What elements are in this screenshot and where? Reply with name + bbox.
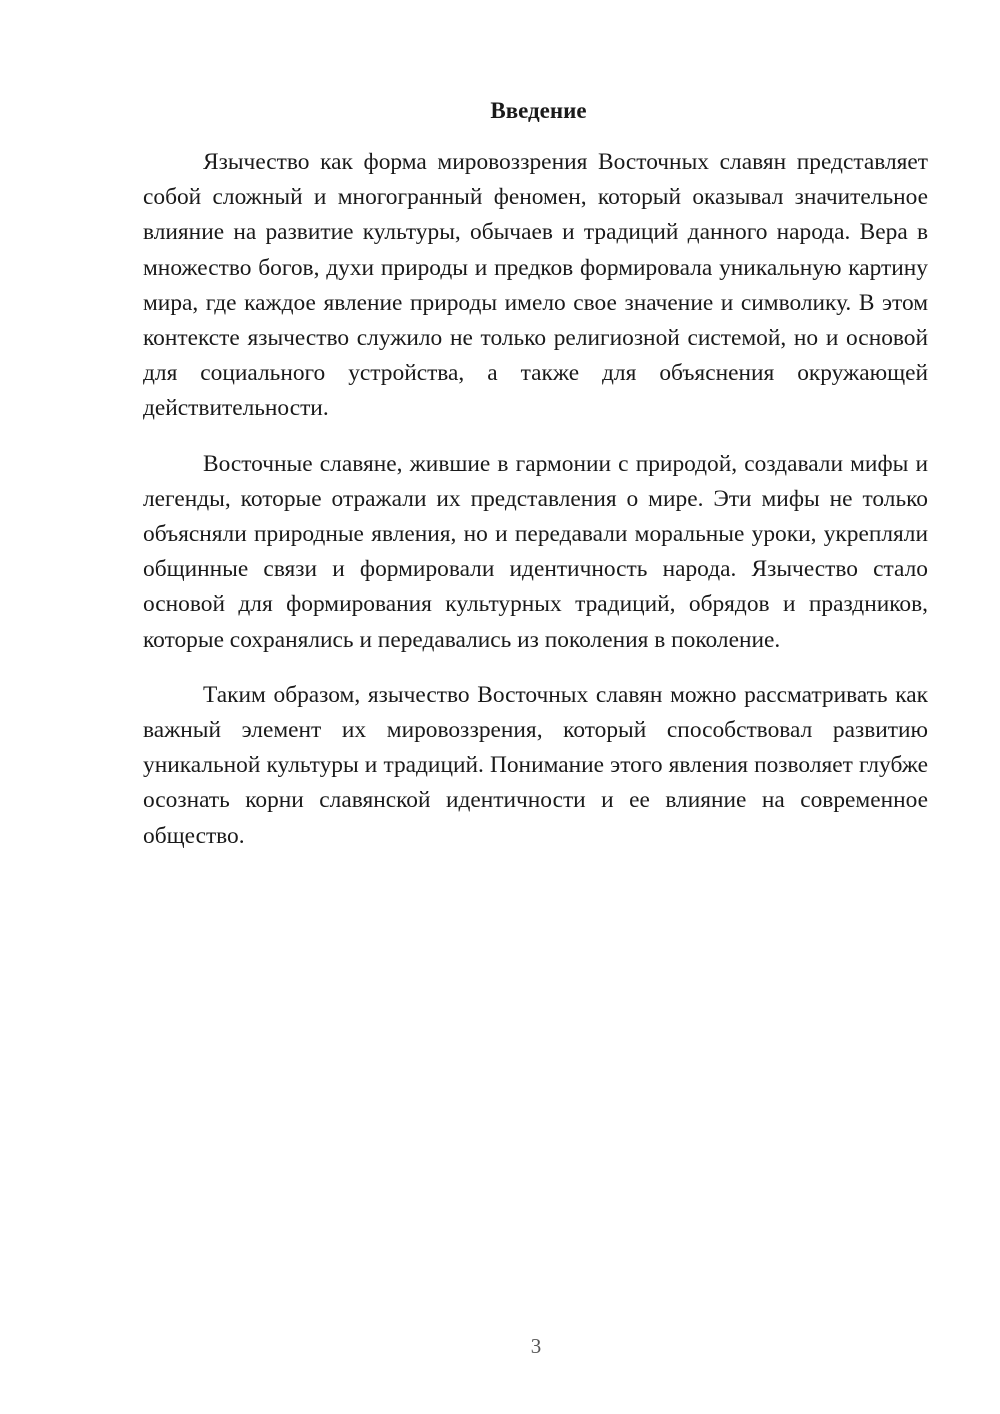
document-page (143, 96, 928, 874)
paragraph-3: Таким образом, язычество Восточных славян можно рассматривать как важный элемент их мировоззрения, который способствовал развитию уникальной культуры и традиций. Понимание этого явления позволяет глубже осознать корни славянской идентичности и ее влияние на современное общество. (143, 681, 928, 849)
section-heading: Введение (490, 98, 587, 123)
paragraph-1: Язычество как форма мировоззрения Восточных славян представляет собой сложный и многогранный феномен, который оказывал значительное влияние на развитие культуры, обычаев и традиций данного народа. Вера в множество богов, духи природы и предков формировала уникальную картину мира, где каждое явление природы имело свое значение и символику. В этом контексте язычество служило не только религиозной системой, но и основой для социального устройства, а также для объяснения окружающей действительности. (143, 149, 928, 422)
page-number: 3 (530, 1334, 542, 1358)
paragraph-2: Восточные славяне, жившие в гармонии с природой, создавали мифы и легенды, которые отражали их представления о мире. Эти мифы не только объясняли природные явления, но и передавали моральные уроки, укрепляли общинные связи и формировали идентичность народа. Язычество стало основой для формирования культурных традиций, обрядов и праздников, которые сохранялись и передавались из поколения в поколение. (143, 450, 928, 653)
